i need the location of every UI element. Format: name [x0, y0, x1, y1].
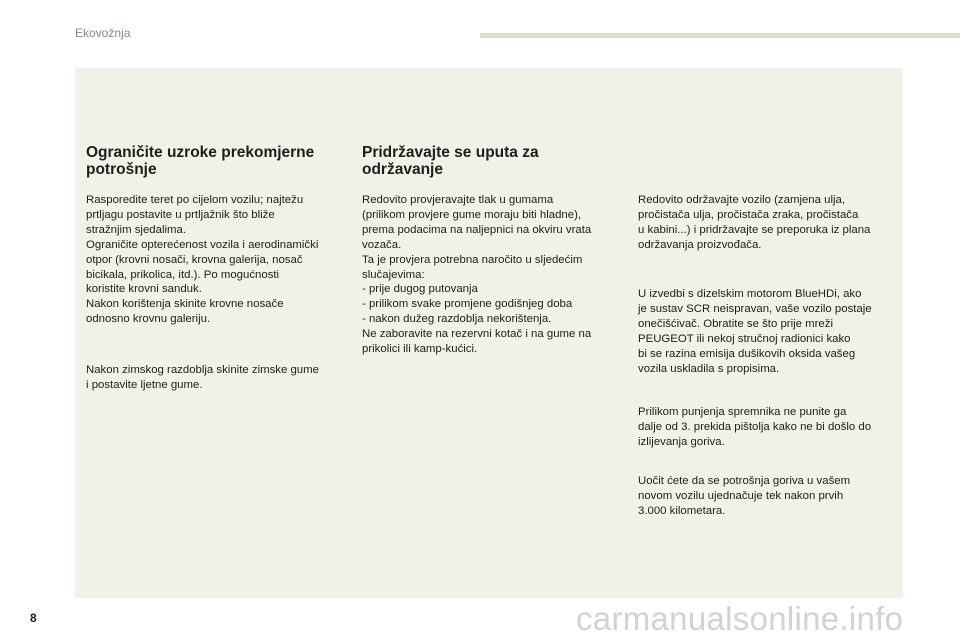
page-number: 8 [30, 611, 37, 625]
chapter-title: Ekovožnja [75, 26, 131, 40]
middle-paragraph-pressure: Redovito provjeravajte tlak u gumama (prilikom provjere gume moraju biti hladne), prema podacima na naljepnici na okviru vrata vozača. Ta je provjera potrebna naročito u sljedećim slučajevima: - prije dugog putovanja - prilikom svake promjene godišnjeg doba - nakon dužeg razdoblja nekorištenja. Ne zaboravite na rezervni kotač i na gume na prikolici ili kamp-kućici. [362, 194, 592, 356]
right-paragraph-bluehdi: U izvedbi s dizelskim motorom BlueHDi, ako je sustav SCR neispravan, vaše vozilo postaje onečišćivač. Obratite se što prije mreži PEUGEOT ili nekoj stručnoj radionici kako bi se razina emisija dušikovih oksida vašeg vozila uskladila s propisima. [638, 288, 872, 375]
right-paragraph-refuelling: Prilikom punjenja spremnika ne punite ga dalje od 3. prekida pištolja kako ne bi došlo do izlijevanja goriva. [638, 406, 872, 448]
left-paragraph-load: Rasporedite teret po cijelom vozilu; najtežu prtljagu postavite u prtljažnik što bliže stražnjim sjedalima. Ograničite opterećenost vozila i aerodinamički otpor (krovni nosači, krovna galerija, nosač bicikala, prikolica, itd.). Po mogućnosti koristite krovni sanduk. Nakon korištenja skinite krovne nosače odnosno krovnu galeriju. [86, 194, 319, 326]
middle-section-heading: Pridržavajte se uputa za održavanje [362, 144, 539, 178]
left-paragraph-tyres: Nakon zimskog razdoblja skinite zimske gume i postavite ljetne gume. [86, 364, 319, 391]
right-paragraph-maintenance: Redovito održavajte vozilo (zamjena ulja, pročistača ulja, pročistača zraka, pročistača u kabini...) i pridržavajte se preporuka iz plana održavanja proizvođača. [638, 194, 871, 251]
watermark-text: carmanualsonline.info [576, 600, 904, 637]
chapter-divider-bar [480, 33, 960, 38]
right-paragraph-consumption: Uočit ćete da se potrošnja goriva u vašem novom vozilu ujednačuje tek nakon prvih 3.000 kilometara. [638, 475, 851, 517]
left-section-heading: Ograničite uzroke prekomjerne potrošnje [86, 144, 315, 178]
